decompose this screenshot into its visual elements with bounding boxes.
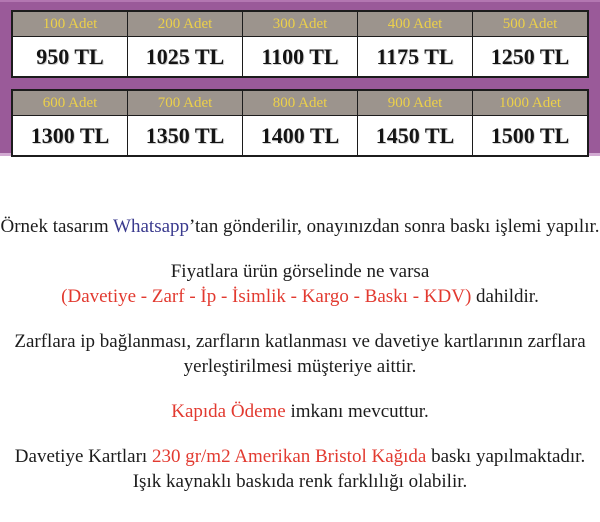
paper-suffix: baskı yapılmaktadır.: [426, 446, 586, 467]
quantity-cell: 800 Adet: [242, 90, 357, 116]
quantity-cell: 200 Adet: [127, 11, 242, 37]
included-items-red: (Davetiye - Zarf - İp - İsimlik - Kargo - Baskı - KDV): [61, 286, 472, 307]
quantity-cell: 700 Adet: [127, 90, 242, 116]
price-cell: 1025 TL: [127, 37, 242, 78]
pricing-table-2: [11, 89, 589, 157]
quantity-cell: 600 Adet: [12, 90, 127, 116]
pricing-band: [0, 0, 600, 156]
note-sample-design: [0, 214, 600, 239]
note-paper-line1: [15, 446, 585, 467]
note-payment: [0, 399, 600, 424]
note-sample-line: [0, 216, 599, 237]
note-assembly-line1: Zarflara ip bağlanması, zarfların katlanması ve davetiye kartlarının zarflara: [14, 331, 586, 352]
price-row: [12, 116, 588, 157]
price-cell: 1450 TL: [357, 116, 472, 157]
note-price-includes: [0, 259, 600, 309]
quantity-cell: 1000 Adet: [472, 90, 588, 116]
price-cell: 950 TL: [12, 37, 127, 78]
note-includes-line1: Fiyatlara ürün görselinde ne varsa: [170, 261, 430, 282]
quantity-cell: 300 Adet: [242, 11, 357, 37]
cash-on-delivery-red: Kapıda Ödeme: [171, 401, 286, 422]
quantity-header-row: [12, 11, 588, 37]
price-row: [12, 37, 588, 78]
whatsapp-label: Whatsapp: [113, 216, 190, 237]
paper-prefix: Davetiye Kartları: [14, 446, 152, 467]
note-sample-suffix: ’tan gönderilir, onayınızdan sonra baskı işlemi yapılır.: [189, 216, 600, 237]
price-cell: 1250 TL: [472, 37, 588, 78]
quantity-cell: 500 Adet: [472, 11, 588, 37]
note-sample-prefix: Örnek tasarım: [0, 216, 114, 237]
quantity-cell: 100 Adet: [12, 11, 127, 37]
paper-spec-red: 230 gr/m2 Amerikan Bristol Kağıda: [151, 446, 427, 467]
note-includes-line2: [61, 286, 539, 307]
payment-suffix: imkanı mevcuttur.: [285, 401, 429, 422]
price-cell: 1100 TL: [242, 37, 357, 78]
quantity-header-row: [12, 90, 588, 116]
notes-section: [0, 156, 600, 494]
pricing-table-1: [11, 10, 589, 78]
quantity-cell: 400 Adet: [357, 11, 472, 37]
quantity-cell: 900 Adet: [357, 90, 472, 116]
note-paper-line2: Işık kaynaklı baskıda renk farklılığı olabilir.: [132, 471, 468, 492]
note-assembly: [0, 329, 600, 379]
note-assembly-line2: yerleştirilmesi müşteriye aittir.: [183, 356, 417, 377]
note-paper: [0, 444, 600, 494]
price-cell: 1500 TL: [472, 116, 588, 157]
price-cell: 1350 TL: [127, 116, 242, 157]
note-payment-line: [171, 401, 429, 422]
price-cell: 1400 TL: [242, 116, 357, 157]
price-cell: 1300 TL: [12, 116, 127, 157]
price-cell: 1175 TL: [357, 37, 472, 78]
included-items-suffix: dahildir.: [471, 286, 539, 307]
